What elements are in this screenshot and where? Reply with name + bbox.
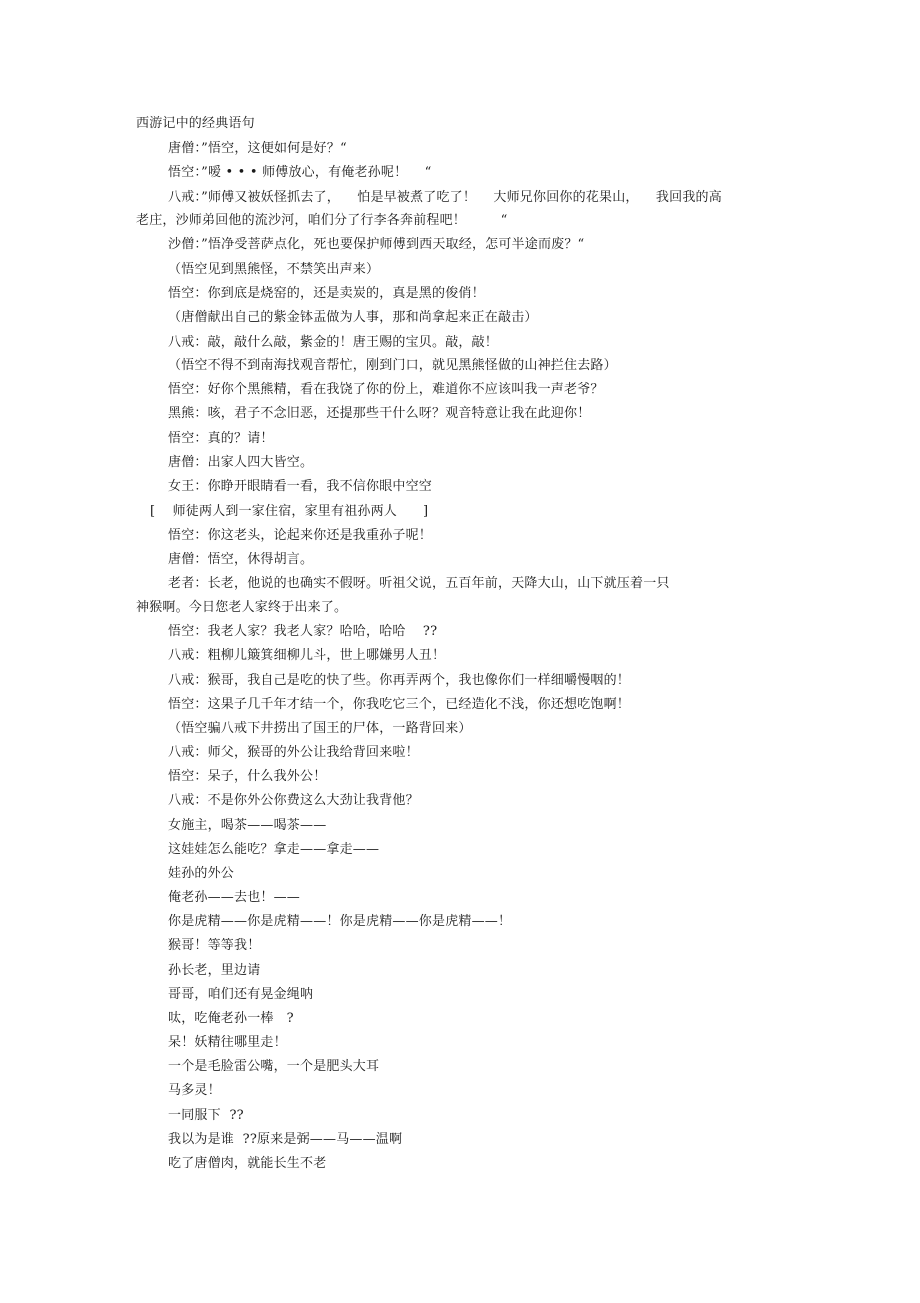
line-43: 吃了唐僧肉，就能长生不老	[168, 1156, 327, 1171]
line-7: 悟空：你到底是烧窑的，还是卖炭的，真是黑的俊俏！	[168, 286, 485, 301]
line-4: 老庄，沙师弟回他的流沙河，咱们分了行李各奔前程吧！ “	[136, 213, 508, 228]
line-29: 女施主，喝茶——喝茶——	[168, 818, 327, 833]
line-14: 唐僧：出家人四大皆空。	[168, 455, 314, 470]
line-35: 孙长老，里边请	[168, 963, 261, 978]
line-16: [ 师徒两人到一家住宿，家里有祖孙两人 ]	[150, 504, 429, 519]
line-24: 悟空：这果子几千年才结一个，你我吃它三个，已经造化不浅，你还想吃饱啊！	[168, 697, 631, 712]
line-5: 沙僧：”悟净受菩萨点化，死也要保护师傅到西天取经，怎可半途而废？“	[168, 237, 585, 252]
line-41: 一同服下 ??	[168, 1108, 244, 1123]
line-21: 悟空：我老人家？我老人家？哈哈，哈哈 ??	[168, 624, 438, 639]
line-39: 一个是毛脸雷公嘴，一个是肥头大耳	[168, 1059, 380, 1074]
line-32: 俺老孙——去也！——	[168, 890, 301, 905]
line-20: 神猴啊。今日您老人家终于出来了。	[136, 600, 348, 615]
line-3: 八戒：”师傅又被妖怪抓去了， 怕是早被煮了吃了！ 大师兄你回你的花果山， 我回我的高	[168, 190, 722, 205]
line-27: 悟空：呆子，什么我外公！	[168, 769, 327, 784]
line-15: 女王：你睁开眼睛看一看，我不信你眼中空空	[168, 479, 433, 494]
line-37: 呔，吃俺老孙一棒 ?	[168, 1011, 294, 1026]
line-30: 这娃娃怎么能吃？拿走——拿走——	[168, 842, 380, 857]
line-6: （悟空见到黑熊怪，不禁笑出声来）	[168, 262, 380, 277]
line-31: 娃孙的外公	[168, 866, 235, 881]
line-42: 我以为是谁 ??原来是弼——马——温啊	[168, 1132, 403, 1147]
line-17: 悟空：你这老头，论起来你还是我重孙子呢！	[168, 528, 433, 543]
line-22: 八戒：粗柳儿簸箕细柳儿斗，世上哪嫌男人丑！	[168, 648, 446, 663]
line-26: 八戒：师父，猴哥的外公让我给背回来啦！	[168, 745, 419, 760]
line-1: 唐僧：”悟空，这便如何是好？“	[168, 141, 347, 156]
line-12: 黑熊：咳，君子不念旧恶，还提那些干什么呀？观音特意让我在此迎你！	[168, 406, 591, 421]
line-40: 马多灵！	[168, 1083, 221, 1098]
line-11: 悟空：好你个黑熊精，看在我饶了你的份上，难道你不应该叫我一声老爷？	[168, 382, 604, 397]
line-34: 猴哥！等等我！	[168, 938, 261, 953]
line-25: （悟空骗八戒下井捞出了国王的尸体，一路背回来）	[168, 721, 472, 736]
line-8: （唐僧献出自己的紫金钵盂做为人事，那和尚拿起来正在敲击）	[168, 310, 538, 325]
line-19: 老者：长老，他说的也确实不假呀。听祖父说，五百年前，天降大山，山下就压着一只	[168, 576, 670, 591]
line-10: （悟空不得不到南海找观音帮忙，刚到门口，就见黑熊怪做的山神拦住去路）	[168, 358, 617, 373]
line-13: 悟空：真的？请！	[168, 431, 274, 446]
line-33: 你是虎精——你是虎精——！你是虎精——你是虎精——！	[168, 914, 512, 929]
line-36: 哥哥，咱们还有晃金绳呐	[168, 987, 314, 1002]
line-23: 八戒：猴哥，我自己是吃的快了些。你再弄两个，我也像你们一样细嚼慢咽的！	[168, 673, 631, 688]
line-9: 八戒：敲，敲什么敲，紫金的！唐王赐的宝贝。敲，敲！	[168, 335, 499, 350]
document-title: 西游记中的经典语句	[136, 116, 255, 131]
line-28: 八戒：不是你外公你费这么大劲让我背他？	[168, 793, 419, 808]
line-18: 唐僧：悟空，休得胡言。	[168, 552, 314, 567]
line-2: 悟空：”嗳 • • • 师傅放心，有俺老孙呢！ “	[168, 165, 432, 180]
line-38: 呆！妖精往哪里走！	[168, 1035, 287, 1050]
